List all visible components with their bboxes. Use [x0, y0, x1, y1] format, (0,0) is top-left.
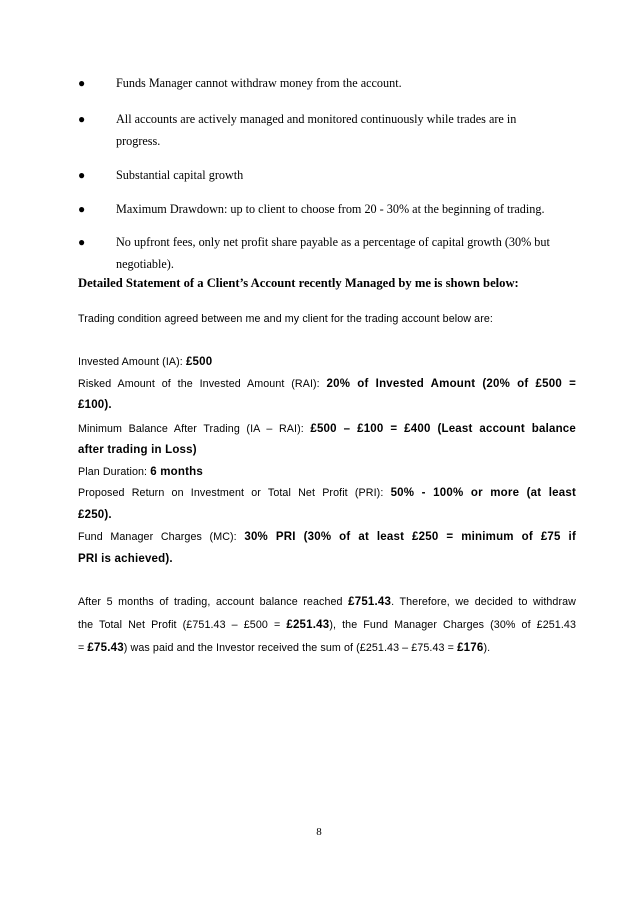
risked-amount-row-cont: [78, 399, 576, 411]
proposed-label: Proposed Return on Investment or Total Net Profit (PRI):: [78, 487, 391, 499]
bullet-line: Maximum Drawdown: up to client to choose from 20 - 30% at the beginning of trading.: [116, 202, 545, 216]
summary-text: After 5 months of trading, account balance reached: [78, 596, 349, 608]
bullet-line: negotiable).: [116, 257, 174, 271]
summary-text: =: [78, 642, 88, 654]
risked-amount-row: [78, 378, 576, 390]
min-balance-label: Minimum Balance After Trading (IA – RAI):: [78, 423, 311, 435]
bullet-line: No upfront fees, only net profit share payable as a percentage of capital growth (30% but: [116, 235, 550, 249]
bullet-line: progress.: [116, 134, 161, 148]
bullet-line: All accounts are actively managed and monitored continuously while trades are in: [116, 112, 517, 126]
min-balance-row-cont: [78, 444, 576, 456]
min-balance-value: £500 – £100 = £400 (Least account balance: [310, 423, 576, 435]
manager-charges-row: [78, 531, 576, 543]
proposed-return-row: [78, 487, 576, 499]
min-balance-value-cont: after trading in Loss): [78, 444, 197, 456]
proposed-return-row-cont: [78, 509, 576, 521]
risked-label: Risked Amount of the Invested Amount (RAI):: [78, 378, 327, 390]
intro-text: Trading condition agreed between me and my client for the trading account below are:: [78, 313, 493, 325]
bullet-dot-icon: ●: [78, 76, 86, 90]
bullet-item: [78, 72, 572, 94]
summary-line-2: [78, 619, 576, 631]
proposed-value: 50% - 100% or more (at least: [390, 487, 576, 499]
bullet-item: [78, 231, 582, 275]
bullet-item: [78, 198, 572, 220]
bullet-dot-icon: ●: [78, 168, 86, 182]
manager-charges-row-cont: [78, 553, 576, 565]
risked-value-cont: £100).: [78, 399, 112, 411]
bullet-line: Funds Manager cannot withdraw money from the account.: [116, 76, 402, 90]
summary-text: ).: [483, 642, 491, 654]
bullet-dot-icon: ●: [78, 112, 86, 126]
charges-value-cont: PRI is achieved).: [78, 553, 173, 565]
section-heading: Detailed Statement of a Client’s Account recently Managed by me is shown below:: [78, 276, 519, 290]
page-number: 8: [316, 826, 322, 838]
duration-label: Plan Duration:: [78, 466, 151, 478]
risked-value: 20% of Invested Amount (20% of £500 =: [326, 378, 576, 390]
summary-line-1: [78, 596, 576, 608]
investor-received-value: £176: [457, 642, 484, 654]
summary-line-3: [78, 642, 576, 654]
summary-text: ), the Fund Manager Charges (30% of £251.43: [329, 619, 577, 631]
bullet-item: [78, 108, 572, 152]
invested-value: £500: [185, 356, 213, 368]
proposed-value-cont: £250).: [78, 509, 112, 521]
bullet-dot-icon: ●: [78, 202, 86, 216]
net-profit-value: £251.43: [286, 619, 330, 631]
min-balance-row: [78, 423, 576, 435]
plan-duration-row: [78, 466, 576, 478]
charges-value: 30% PRI (30% of at least £250 = minimum of £75 if: [244, 531, 576, 543]
invested-amount-row: [78, 356, 576, 368]
summary-text: the Total Net Profit (£751.43 – £500 =: [78, 619, 287, 631]
manager-fee-value: £75.43: [87, 642, 124, 654]
bullet-item: [78, 164, 572, 186]
bullet-line: Substantial capital growth: [116, 168, 244, 182]
summary-text: . Therefore, we decided to withdraw: [391, 596, 576, 608]
summary-text: ) was paid and the Investor received the sum of (£251.43 – £75.43 =: [123, 642, 458, 654]
duration-value: 6 months: [150, 466, 203, 478]
invested-label: Invested Amount (IA):: [78, 356, 186, 368]
bullet-dot-icon: ●: [78, 235, 86, 249]
charges-label: Fund Manager Charges (MC):: [78, 531, 245, 543]
final-balance-value: £751.43: [348, 596, 392, 608]
